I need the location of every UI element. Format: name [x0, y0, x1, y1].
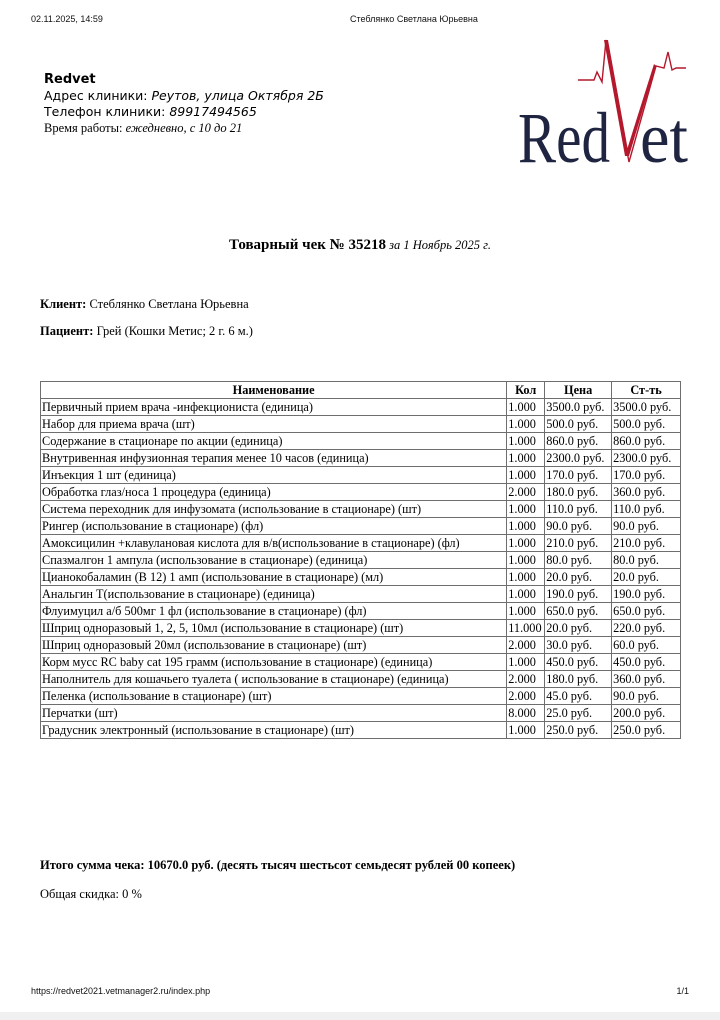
table-row: [41, 569, 681, 586]
table-row: [41, 705, 681, 722]
cell-price: 2300.0 руб.: [545, 450, 612, 467]
cell-name: Флуимуцил а/б 500мг 1 фл (использование в стационаре) (фл): [41, 603, 507, 620]
print-url: https://redvet2021.vetmanager2.ru/index.php: [31, 986, 211, 996]
table-row: [41, 671, 681, 688]
cell-name: Градусник электронный (использование в стационаре) (шт): [41, 722, 507, 739]
table-row: [41, 399, 681, 416]
cell-price: 190.0 руб.: [545, 586, 612, 603]
cell-qty: 1.000: [507, 552, 545, 569]
logo-text-red: Red: [518, 98, 610, 171]
total-discount: Общая скидка: 0 %: [40, 887, 142, 901]
cell-total: 170.0 руб.: [612, 467, 681, 484]
cell-qty: 1.000: [507, 433, 545, 450]
cell-total: 450.0 руб.: [612, 654, 681, 671]
cell-price: 210.0 руб.: [545, 535, 612, 552]
cell-price: 30.0 руб.: [545, 637, 612, 654]
page-number: 1/1: [676, 986, 689, 996]
cell-name: Спазмалгон 1 ампула (использование в стационаре) (единица): [41, 552, 507, 569]
table-row: [41, 450, 681, 467]
client-label: Клиент:: [40, 297, 87, 311]
cell-price: 3500.0 руб.: [545, 399, 612, 416]
cell-price: 450.0 руб.: [545, 654, 612, 671]
cell-qty: 8.000: [507, 705, 545, 722]
cell-total: 3500.0 руб.: [612, 399, 681, 416]
table-row: [41, 518, 681, 535]
cell-name: Обработка глаз/носа 1 процедура (единица): [41, 484, 507, 501]
cell-price: 860.0 руб.: [545, 433, 612, 450]
cell-total: 650.0 руб.: [612, 603, 681, 620]
cell-qty: 1.000: [507, 518, 545, 535]
cell-total: 250.0 руб.: [612, 722, 681, 739]
document-title: [0, 237, 720, 254]
cell-price: 25.0 руб.: [545, 705, 612, 722]
logo-text-et: et: [640, 98, 688, 171]
clinic-hours: [44, 120, 324, 136]
redvet-logo: [516, 36, 691, 171]
clinic-address-value: Реутов, улица Октября 2Б: [151, 88, 324, 103]
cell-total: 80.0 руб.: [612, 552, 681, 569]
cell-name: Система переходник для инфузомата (использование в стационаре) (шт): [41, 501, 507, 518]
cell-total: 860.0 руб.: [612, 433, 681, 450]
clinic-phone-label: Телефон клиники:: [44, 104, 170, 119]
patient-label: Пациент:: [40, 324, 94, 338]
cell-price: 45.0 руб.: [545, 688, 612, 705]
cell-qty: 11.000: [507, 620, 545, 637]
cell-price: 170.0 руб.: [545, 467, 612, 484]
table-row: [41, 416, 681, 433]
cell-qty: 1.000: [507, 450, 545, 467]
cell-name: Шприц одноразовый 1, 2, 5, 10мл (использование в стационаре) (шт): [41, 620, 507, 637]
cell-price: 110.0 руб.: [545, 501, 612, 518]
cell-name: Шприц одноразовый 20мл (использование в стационаре) (шт): [41, 637, 507, 654]
clinic-name: Redvet: [44, 72, 96, 87]
table-row: [41, 501, 681, 518]
header-total: Ст-ть: [612, 382, 681, 399]
bottom-band: [0, 1012, 720, 1020]
clinic-phone-value: 89917494565: [169, 104, 257, 119]
cell-total: 190.0 руб.: [612, 586, 681, 603]
cell-qty: 1.000: [507, 654, 545, 671]
cell-qty: 1.000: [507, 416, 545, 433]
table-row: [41, 620, 681, 637]
print-datetime: 02.11.2025, 14:59: [31, 14, 103, 24]
cell-total: 200.0 руб.: [612, 705, 681, 722]
cell-total: 210.0 руб.: [612, 535, 681, 552]
clinic-phone: [44, 104, 324, 120]
cell-qty: 1.000: [507, 586, 545, 603]
table-row: [41, 722, 681, 739]
total-sum: Итого сумма чека: 10670.0 руб. (десять тысяч шестьсот семьдесят рублей 00 копеек): [40, 858, 516, 872]
cell-total: 220.0 руб.: [612, 620, 681, 637]
client-line: [40, 297, 249, 312]
header-qty: Кол: [507, 382, 545, 399]
cell-qty: 2.000: [507, 671, 545, 688]
cell-total: 360.0 руб.: [612, 671, 681, 688]
cell-price: 90.0 руб.: [545, 518, 612, 535]
cell-name: Анальгин Т(использование в стационаре) (единица): [41, 586, 507, 603]
cell-total: 2300.0 руб.: [612, 450, 681, 467]
patient-line: [40, 324, 253, 339]
table-row: [41, 484, 681, 501]
cell-name: Рингер (использование в стационаре) (фл): [41, 518, 507, 535]
cell-total: 110.0 руб.: [612, 501, 681, 518]
cell-total: 90.0 руб.: [612, 688, 681, 705]
cell-name: Внутривенная инфузионная терапия менее 10 часов (единица): [41, 450, 507, 467]
table-row: [41, 535, 681, 552]
cell-price: 20.0 руб.: [545, 569, 612, 586]
cell-name: Цианокобаламин (В 12) 1 амп (использование в стационаре) (мл): [41, 569, 507, 586]
header-name: Наименование: [41, 382, 507, 399]
cell-name: Инъекция 1 шт (единица): [41, 467, 507, 484]
table-row: [41, 637, 681, 654]
cell-name: Амоксицилин +клавулановая кислота для в/в(использование в стационаре) (фл): [41, 535, 507, 552]
cell-name: Первичный прием врача -инфекциониста (единица): [41, 399, 507, 416]
cell-qty: 2.000: [507, 484, 545, 501]
cell-price: 80.0 руб.: [545, 552, 612, 569]
cell-name: Пеленка (использование в стационаре) (шт): [41, 688, 507, 705]
header-price: Цена: [545, 382, 612, 399]
cell-name: Содержание в стационаре по акции (единица): [41, 433, 507, 450]
table-row: [41, 552, 681, 569]
client-value: Стеблянко Светлана Юрьевна: [86, 297, 249, 311]
table-row: [41, 603, 681, 620]
cell-price: 180.0 руб.: [545, 671, 612, 688]
cell-qty: 1.000: [507, 399, 545, 416]
cell-name: Наполнитель для кошачьего туалета ( использование в стационаре) (единица): [41, 671, 507, 688]
clinic-hours-value: ежедневно, с 10 до 21: [125, 121, 243, 135]
cell-total: 60.0 руб.: [612, 637, 681, 654]
items-body: [41, 399, 681, 739]
cell-price: 500.0 руб.: [545, 416, 612, 433]
cell-price: 250.0 руб.: [545, 722, 612, 739]
receipt-date: за 1 Ноябрь 2025 г.: [385, 238, 491, 252]
cell-price: 180.0 руб.: [545, 484, 612, 501]
cell-name: Перчатки (шт): [41, 705, 507, 722]
cell-total: 500.0 руб.: [612, 416, 681, 433]
print-header: [0, 14, 720, 28]
clinic-info: [44, 72, 324, 136]
cell-name: Набор для приема врача (шт): [41, 416, 507, 433]
cell-price: 20.0 руб.: [545, 620, 612, 637]
cell-qty: 2.000: [507, 637, 545, 654]
receipt-number: Товарный чек № 35218: [229, 237, 386, 253]
items-table: [40, 381, 681, 739]
cell-total: 360.0 руб.: [612, 484, 681, 501]
clinic-hours-label: Время работы:: [44, 121, 126, 135]
cell-qty: 1.000: [507, 722, 545, 739]
clinic-address-label: Адрес клиники:: [44, 88, 152, 103]
cell-qty: 1.000: [507, 467, 545, 484]
cell-name: Корм мусс RC baby cat 195 грамм (использование в стационаре) (единица): [41, 654, 507, 671]
cell-qty: 1.000: [507, 569, 545, 586]
table-row: [41, 654, 681, 671]
table-header-row: [41, 382, 681, 399]
table-row: [41, 433, 681, 450]
cell-total: 90.0 руб.: [612, 518, 681, 535]
cell-qty: 1.000: [507, 501, 545, 518]
patient-value: Грей (Кошки Метис; 2 г. 6 м.): [93, 324, 253, 338]
clinic-address: [44, 88, 324, 104]
table-row: [41, 467, 681, 484]
cell-qty: 2.000: [507, 688, 545, 705]
cell-total: 20.0 руб.: [612, 569, 681, 586]
table-row: [41, 688, 681, 705]
cell-qty: 1.000: [507, 603, 545, 620]
table-row: [41, 586, 681, 603]
cell-qty: 1.000: [507, 535, 545, 552]
cell-price: 650.0 руб.: [545, 603, 612, 620]
print-title: Стеблянко Светлана Юрьевна: [350, 14, 478, 24]
